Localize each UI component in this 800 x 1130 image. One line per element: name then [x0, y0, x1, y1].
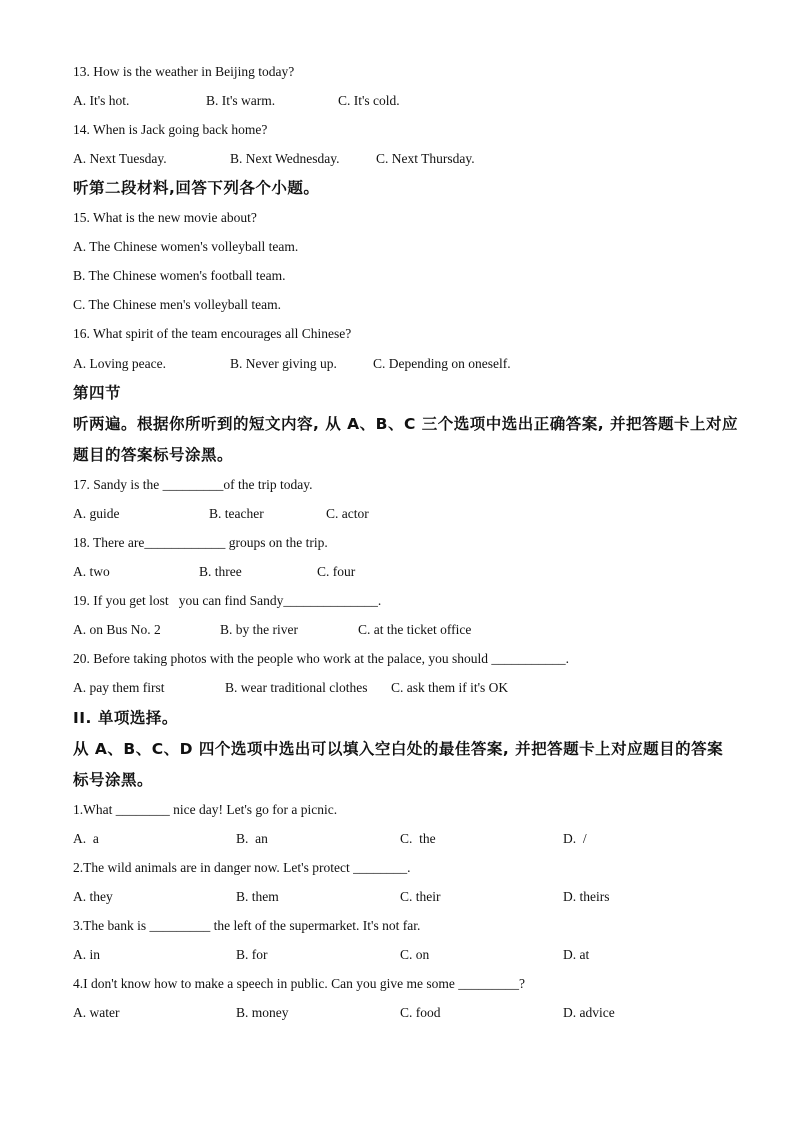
part-2-instruction-cont: 标号涂黑。: [73, 771, 154, 789]
question-15-option-c: C. The Chinese men's volleyball team.: [73, 297, 282, 312]
question-17-options: [73, 505, 733, 523]
option-b: B. money: [236, 1005, 289, 1020]
section-4-title: 第四节: [73, 384, 122, 402]
mc-question-3-options: [73, 946, 733, 964]
part-2-instruction: 从 A、B、C、D 四个选项中选出可以填入空白处的最佳答案, 并把答题卡上对应题目的答案: [73, 740, 724, 758]
option-c: C. ask them if it's OK: [391, 680, 509, 695]
option-a: A. they: [73, 889, 113, 904]
option-a: A. guide: [73, 506, 120, 521]
option-b: B. an: [236, 831, 268, 846]
section-4-instruction-cont: 题目的答案标号涂黑。: [73, 446, 234, 464]
option-d: D. /: [563, 831, 587, 846]
option-c: C. Next Thursday.: [376, 151, 475, 166]
mc-question-4: 4.I don't know how to make a speech in public. Can you give me some _________?: [73, 976, 525, 991]
part-2-title: II. 单项选择。: [73, 709, 178, 727]
option-b: B. Next Wednesday.: [230, 151, 340, 166]
option-a: A. Next Tuesday.: [73, 151, 167, 166]
mc-question-2: 2.The wild animals are in danger now. Let's protect ________.: [73, 860, 411, 875]
question-19: 19. If you get lost you can find Sandy______________.: [73, 593, 382, 608]
option-a: A. It's hot.: [73, 93, 130, 108]
mc-question-1: 1.What ________ nice day! Let's go for a picnic.: [73, 802, 338, 817]
option-c: C. actor: [326, 506, 369, 521]
mc-question-3: 3.The bank is _________ the left of the supermarket. It's not far.: [73, 918, 421, 933]
option-a: A. Loving peace.: [73, 356, 166, 371]
question-13-options: [73, 92, 733, 110]
question-13: 13. How is the weather in Beijing today?: [73, 64, 295, 79]
mc-question-1-options: [73, 830, 733, 848]
question-20-options: [73, 679, 733, 697]
option-a: A. two: [73, 564, 110, 579]
option-c: C. Depending on oneself.: [373, 356, 511, 371]
question-20: 20. Before taking photos with the people who work at the palace, you should ___________.: [73, 651, 570, 666]
option-b: B. Never giving up.: [230, 356, 337, 371]
option-c: C. four: [317, 564, 356, 579]
question-17: 17. Sandy is the _________of the trip today.: [73, 477, 313, 492]
option-c: C. food: [400, 1005, 441, 1020]
section-4-instruction: 听两遍。根据你所听到的短文内容, 从 A、B、C 三个选项中选出正确答案, 并把答题卡上对应: [73, 415, 739, 433]
option-a: A. in: [73, 947, 100, 962]
option-b: B. It's warm.: [206, 93, 276, 108]
question-18: 18. There are____________ groups on the trip.: [73, 535, 328, 550]
question-15-option-a: A. The Chinese women's volleyball team.: [73, 239, 299, 254]
option-b: B. three: [199, 564, 242, 579]
option-b: B. by the river: [220, 622, 298, 637]
passage-2-instruction: 听第二段材料,回答下列各个小题。: [73, 179, 320, 197]
question-19-options: [73, 621, 733, 639]
option-a: A. pay them first: [73, 680, 165, 695]
option-a: A. on Bus No. 2: [73, 622, 161, 637]
option-c: C. at the ticket office: [358, 622, 472, 637]
option-c: C. It's cold.: [338, 93, 400, 108]
option-d: D. at: [563, 947, 590, 962]
question-15-option-b: B. The Chinese women's football team.: [73, 268, 286, 283]
option-d: D. advice: [563, 1005, 615, 1020]
option-a: A. water: [73, 1005, 120, 1020]
option-c: C. their: [400, 889, 441, 904]
option-b: B. for: [236, 947, 268, 962]
question-14: 14. When is Jack going back home?: [73, 122, 268, 137]
option-b: B. teacher: [209, 506, 264, 521]
option-d: D. theirs: [563, 889, 610, 904]
option-b: B. wear traditional clothes: [225, 680, 368, 695]
question-15: 15. What is the new movie about?: [73, 210, 257, 225]
option-b: B. them: [236, 889, 279, 904]
option-a: A. a: [73, 831, 99, 846]
question-18-options: [73, 563, 733, 581]
question-16: 16. What spirit of the team encourages all Chinese?: [73, 326, 352, 341]
mc-question-2-options: [73, 888, 733, 906]
mc-question-4-options: [73, 1004, 733, 1022]
option-c: C. the: [400, 831, 436, 846]
question-14-options: [73, 150, 733, 168]
question-16-options: [73, 355, 733, 373]
option-c: C. on: [400, 947, 430, 962]
